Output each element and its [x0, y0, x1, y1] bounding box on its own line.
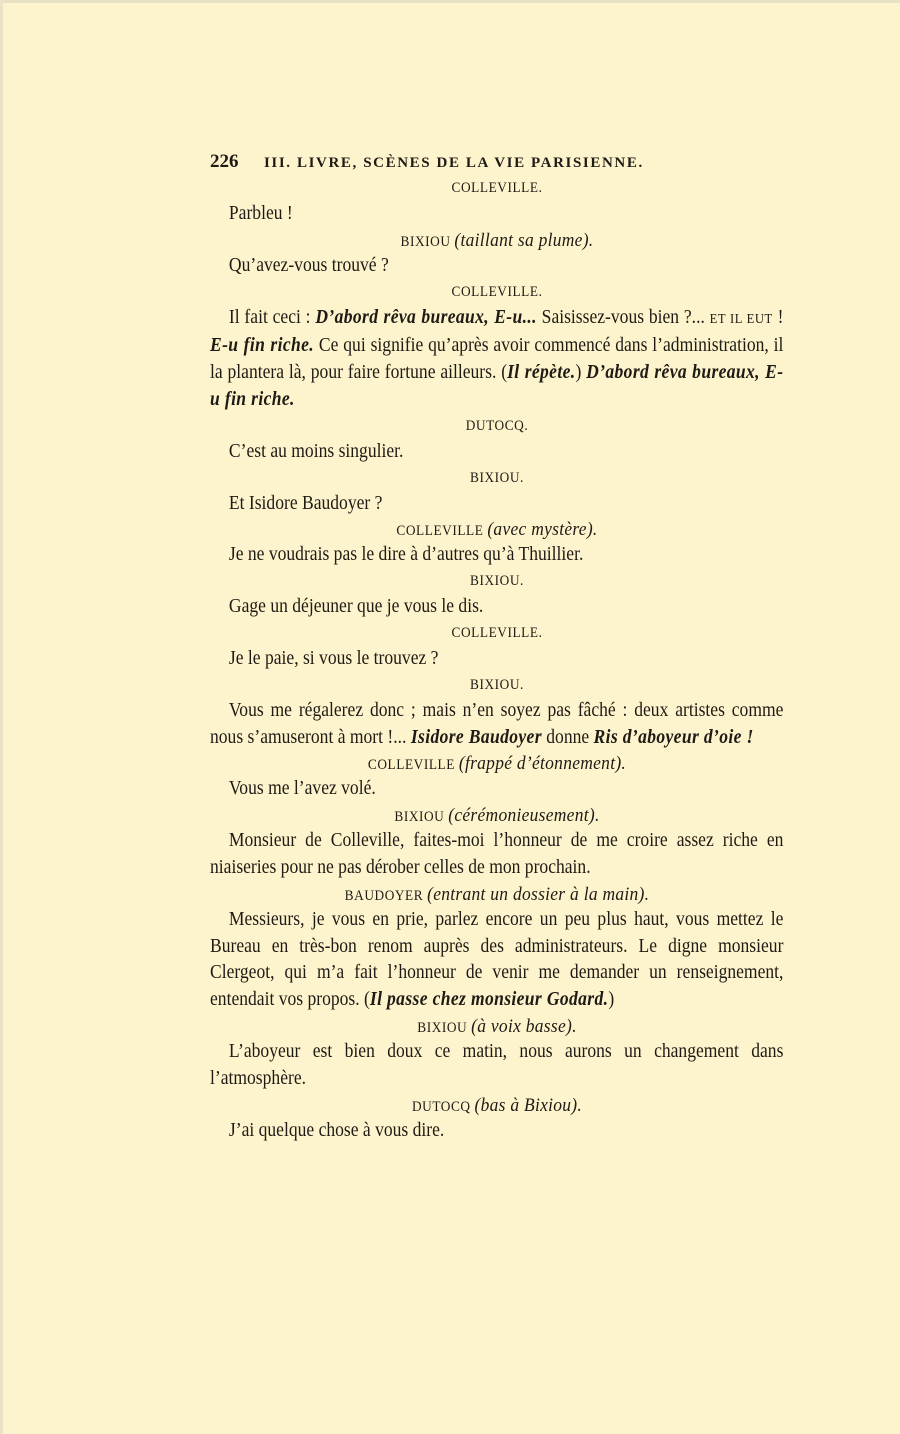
speaker-line: COLLEVILLE (avec mystère). — [396, 519, 598, 541]
speaker-line: DUTOCQ (bas à Bixiou). — [411, 1094, 583, 1116]
speech: Qu’avez-vous trouvé ? — [228, 254, 389, 276]
speaker-line: COLLEVILLE. — [451, 180, 543, 196]
stage-direction: (avec mystère). — [487, 519, 598, 541]
speech: Vous me l’avez volé. — [228, 778, 376, 800]
speaker-line: BIXIOU (à voix basse). — [417, 1015, 577, 1037]
page-edge-left — [0, 0, 3, 1434]
speaker-line: COLLEVILLE. — [451, 624, 543, 641]
speech: Gage un déjeuner que je vous le dis. — [228, 596, 484, 618]
speaker-line: BIXIOU. — [470, 469, 524, 486]
speech: Je ne voudrais pas le dire à d’autres qu’à Thuillier. — [228, 544, 584, 566]
speaker-line: COLLEVILLE (frappé d’étonnement). — [367, 753, 627, 775]
stage-direction: (bas à Bixiou). — [474, 1094, 583, 1116]
speech: J’ai quelque chose à vous dire. — [228, 1119, 445, 1141]
speech: L’aboyeur est bien doux ce matin, nous aurons un changement dans l’atmosphère. — [210, 1040, 784, 1089]
speech: Vous me régalerez donc ; mais n’en soyez pas fâché : deux artistes comme nous s’amuseront à mort !... Isidore Baudoyer donne Ris d’aboyeur d’oie ! — [210, 699, 784, 748]
running-head — [210, 148, 784, 176]
stage-direction: (entrant un dossier à la main). — [427, 883, 650, 905]
page-number: 226 — [210, 151, 239, 172]
speaker-line: BIXIOU (taillant sa plume). — [400, 229, 594, 251]
speech: Parbleu ! — [228, 203, 293, 224]
speech: Il fait ceci : D’abord rêva bureaux, E-u... Saisissez-vous bien ?... ET IL EUT ! E-u fin riche. Ce qui signifie qu’après avoir commencé dans l’administration, il la plantera là, pour faire fortune ailleurs. (Il répète.) D’abord rêva bureaux, E-u fin riche. — [210, 306, 784, 410]
speech: Je le paie, si vous le trouvez ? — [228, 647, 439, 669]
speech: Messieurs, je vous en prie, parlez encore un peu plus haut, vous mettez le Bureau en très-bon renom auprès des administrateurs. Le digne monsieur Clergeot, qui m’a fait l’honneur de venir me demander un renseignement, entendait vos propos. (Il passe chez monsieur Godard.) — [210, 908, 784, 1011]
book-page — [210, 148, 784, 1144]
speaker-line: BIXIOU. — [470, 676, 524, 693]
speaker-line: COLLEVILLE. — [451, 283, 543, 300]
speech: C’est au moins singulier. — [228, 440, 404, 462]
speech: Et Isidore Baudoyer ? — [228, 492, 383, 514]
stage-direction: (cérémonieusement). — [448, 805, 600, 827]
speaker-line: BIXIOU. — [470, 573, 524, 590]
speaker-line: BAUDOYER (entrant un dossier à la main). — [344, 883, 650, 905]
running-title: III. LIVRE, SCÈNES DE LA VIE PARISIENNE. — [264, 155, 644, 171]
stage-direction: (frappé d’étonnement). — [458, 753, 627, 775]
speaker-line: BIXIOU (cérémonieusement). — [394, 805, 600, 827]
stage-direction: (taillant sa plume). — [454, 229, 594, 251]
speaker-line: DUTOCQ. — [465, 417, 529, 434]
speech: Monsieur de Colleville, faites-moi l’honneur de me croire assez riche en niaiseries pour ne pas dérober celles de mon prochain. — [210, 830, 784, 878]
page-edge-top — [0, 0, 900, 3]
stage-direction: (à voix basse). — [471, 1015, 577, 1037]
